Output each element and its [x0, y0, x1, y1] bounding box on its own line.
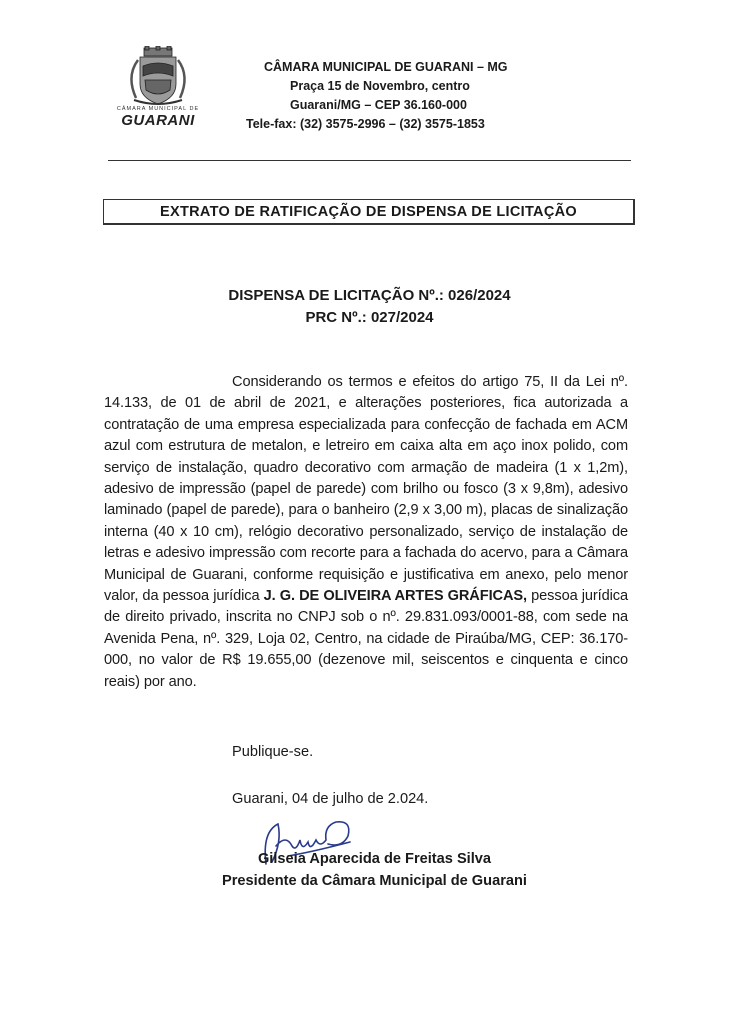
coat-of-arms-icon	[112, 46, 204, 106]
body-text-part2: pessoa jurídica de direito privado, inscrita no CNPJ sob o nº. 29.831.093/0001-88, com sede na Avenida Pena, nº. 329, Loja 02, Centro, na cidade de Piraúba/MG, CEP: 36.170-000, no valor de R$ 19.655,00 (dezenove mil, seiscentos e cinquenta e cinco reais) por ano.	[104, 588, 629, 690]
signer-name: Gilseia Aparecida de Freitas Silva	[257, 851, 492, 867]
dateline: Guarani, 04 de julho de 2.024.	[232, 791, 429, 807]
letterhead-address: Praça 15 de Novembro, centro	[290, 79, 470, 93]
logo-name: GUARANI	[121, 112, 195, 129]
body-text-part1: Considerando os termos e efeitos do artigo 75, II da Lei nº. 14.133, de 01 de abril de 2021, e alterações posteriores, fica autorizada a contratação de uma empresa especializada para confecção de fachada em ACM azul com estrutura de metalon, e letreiro em caixa alta em aço inox polido, com serviço de instalação, quadro decorativo com armação de madeira (1 x 1,2m), adesivo de impressão (papel de parede) com brilho ou fosco (3 x 9,8m), adesivo laminado (papel de parede), para o banheiro (2,9 x 3,00 m), placas de sinalização interna (40 x 10 cm), relógio decorativo personalizado, serviço de instalação de letras e adesivo impressão com recorte para a fachada do acervo, para a Câmara Municipal de Guarani, conforme requisição e justificativa em anexo, pelo menor valor, da pessoa jurídica	[104, 374, 628, 605]
header-divider	[108, 160, 631, 161]
logo-subtitle: CÂMARA MUNICIPAL DE	[116, 106, 200, 112]
signer-role: Presidente da Câmara Municipal de Guarani	[222, 873, 527, 889]
guarani-logo	[112, 46, 204, 128]
document-title: EXTRATO DE RATIFICAÇÃO DE DISPENSA DE LICITAÇÃO	[103, 199, 635, 225]
letterhead	[238, 58, 558, 134]
body-paragraph	[104, 372, 628, 693]
letterhead-phone: Tele-fax: (32) 3575-2996 – (32) 3575-1853	[246, 117, 485, 131]
dispensa-number: DISPENSA DE LICITAÇÃO Nº.: 026/2024	[228, 287, 511, 304]
letterhead-institution: CÂMARA MUNICIPAL DE GUARANI – MG	[264, 60, 508, 74]
letterhead-city-cep: Guarani/MG – CEP 36.160-000	[290, 98, 467, 112]
publique-se: Publique-se.	[232, 744, 314, 760]
company-name: J. G. DE OLIVEIRA ARTES GRÁFICAS,	[263, 588, 527, 605]
prc-number: PRC Nº.: 027/2024	[305, 309, 434, 326]
